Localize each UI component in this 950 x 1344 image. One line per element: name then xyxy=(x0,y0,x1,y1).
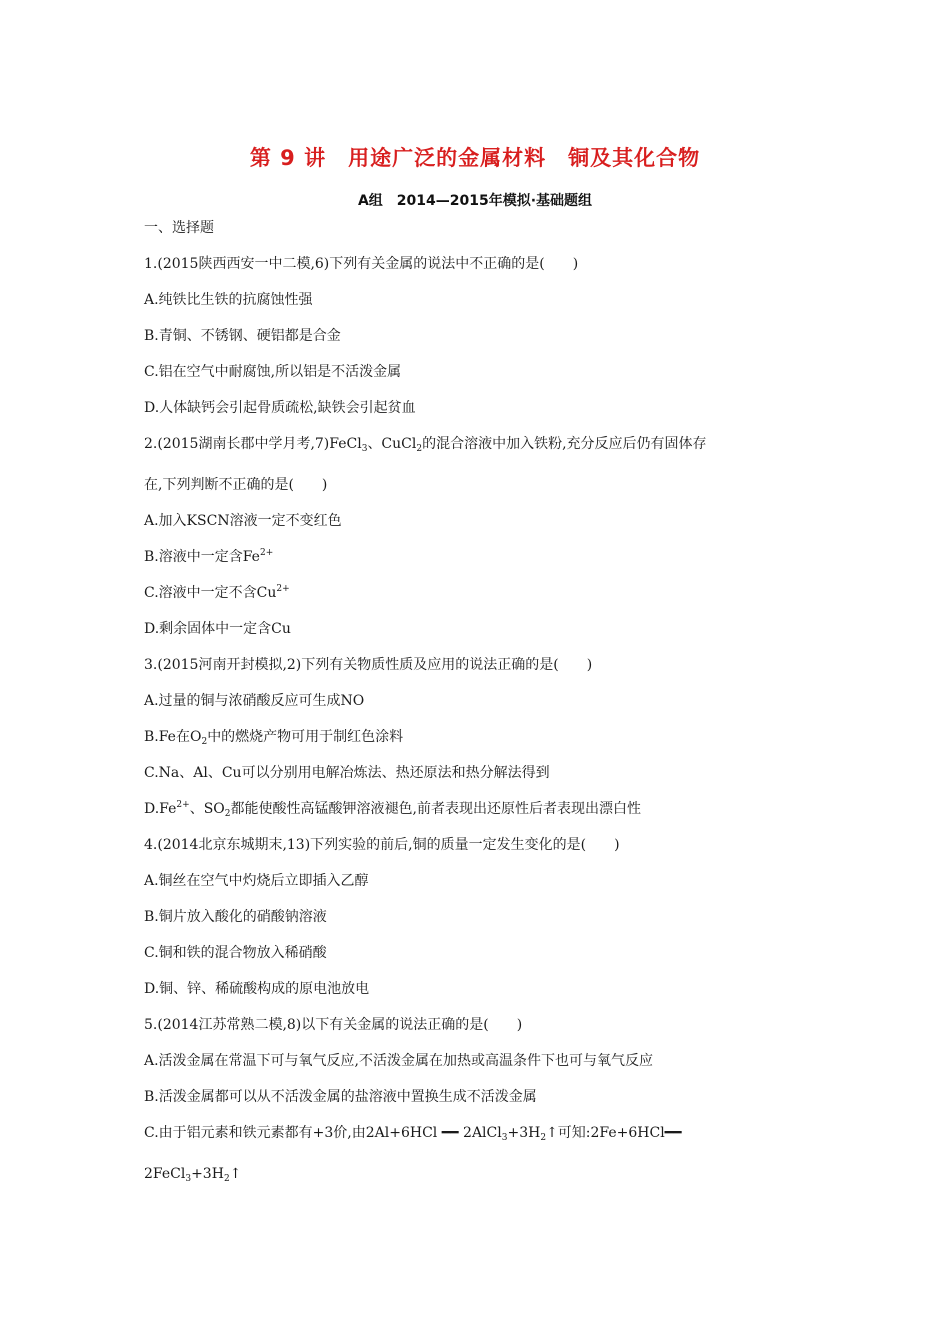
q1-stem: 1.(2015陕西西安一中二模,6)下列有关金属的说法中不正确的是( ) xyxy=(144,256,579,272)
q3-option-c: C.Na、Al、Cu可以分别用电解冶炼法、热还原法和热分解法得到 xyxy=(144,765,550,781)
q4-stem: 4.(2014北京东城期末,13)下列实验的前后,铜的质量一定发生变化的是( ) xyxy=(144,837,620,853)
q4-option-b: B.铜片放入酸化的硝酸钠溶液 xyxy=(144,909,327,925)
q1-option-b: B.青铜、不锈钢、硬铝都是合金 xyxy=(144,328,341,344)
q3-option-a: A.过量的铜与浓硝酸反应可生成NO xyxy=(144,693,365,709)
q4-option-a: A.铜丝在空气中灼烧后立即插入乙醇 xyxy=(144,873,369,889)
q4-option-c: C.铜和铁的混合物放入稀硝酸 xyxy=(144,945,327,961)
page-title: 第 9 讲 用途广泛的金属材料 铜及其化合物 xyxy=(249,146,701,170)
q5-option-b: B.活泼金属都可以从不活泼金属的盐溶液中置换生成不活泼金属 xyxy=(144,1089,537,1105)
section-heading: 一、选择题 xyxy=(144,220,214,236)
q2-option-c: C.溶液中一定不含$Cu^{2+}$ xyxy=(144,584,290,601)
q5-stem: 5.(2014江苏常熟二模,8)以下有关金属的说法正确的是( ) xyxy=(144,1017,523,1033)
q1-option-c: C.铝在空气中耐腐蚀,所以铝是不活泼金属 xyxy=(144,364,402,380)
q5-option-c-continued: $2FeCl_3+3H_2↑$ xyxy=(144,1166,242,1184)
q2-stem-continued: 在,下列判断不正确的是( ) xyxy=(144,477,328,493)
q2-option-b: B.溶液中一定含$Fe^{2+}$ xyxy=(144,548,274,565)
q1-option-a: A.纯铁比生铁的抗腐蚀性强 xyxy=(144,292,313,308)
q2-option-d: D.剩余固体中一定含Cu xyxy=(144,621,291,637)
q1-option-d: D.人体缺钙会引起骨质疏松,缺铁会引起贫血 xyxy=(144,400,416,416)
q5-option-c: C.由于铝元素和铁元素都有+3价,由2Al+6HCl ━━ $2AlCl_3+3H_2↑$可知:2Fe+6HCl━━ xyxy=(144,1125,682,1143)
q2-stem: 2.(2015湖南长郡中学月考,7)FeCl$_3$、CuCl$_2$的混合溶液中加入铁粉,充分反应后仍有固体存 xyxy=(144,436,707,454)
q3-option-d: $D.Fe^{2+}$、$SO_2$都能使酸性高锰酸钾溶液褪色,前者表现出还原性后者表现出漂白性 xyxy=(144,800,641,819)
q5-option-a: A.活泼金属在常温下可与氧气反应,不活泼金属在加热或高温条件下也可与氧气反应 xyxy=(144,1053,654,1069)
q3-stem: 3.(2015河南开封模拟,2)下列有关物质性质及应用的说法正确的是( ) xyxy=(144,657,593,673)
q4-option-d: D.铜、锌、稀硫酸构成的原电池放电 xyxy=(144,981,370,997)
q2-option-a: A.加入KSCN溶液一定不变红色 xyxy=(144,513,342,529)
section-subtitle: A组 2014—2015年模拟·基础题组 xyxy=(357,193,593,209)
q3-option-b: B.Fe在$O_2$中的燃烧产物可用于制红色涂料 xyxy=(144,729,404,747)
